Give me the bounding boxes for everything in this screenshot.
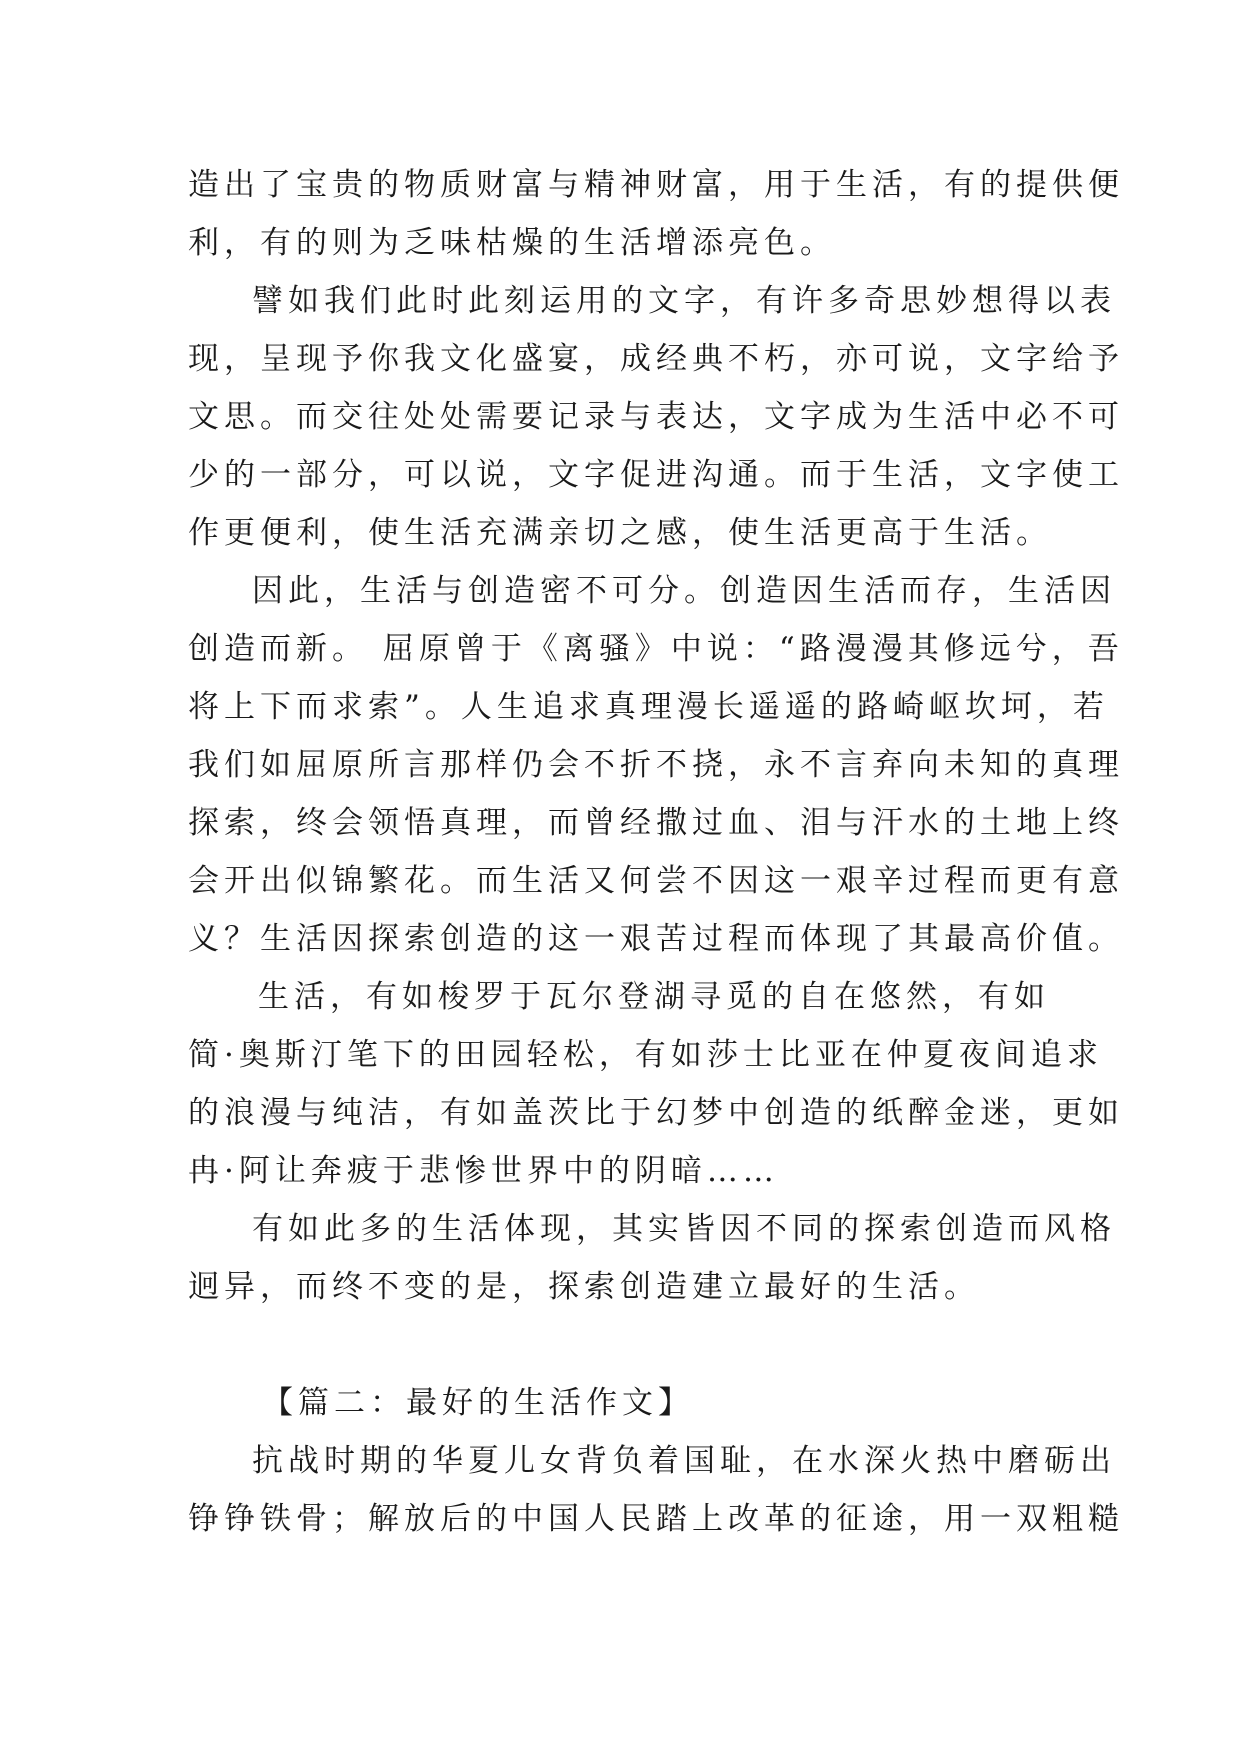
text-line: 利，有的则为乏味枯燥的生活增添亮色。 (188, 225, 836, 261)
text-line: 冉·阿让奔疲于悲惨世界中的阴暗…… (188, 1153, 779, 1189)
text-line: 简·奥斯汀笔下的田园轻松，有如莎士比亚在仲夏夜间追求 (188, 1037, 1103, 1073)
paragraph-start: 生活，有如梭罗于瓦尔登湖寻觅的自在悠然，有如 (258, 979, 1050, 1015)
text-line: 现，呈现予你我文化盛宴，成经典不朽，亦可说，文字给予 (188, 341, 1124, 377)
paragraph-start: 因此，生活与创造密不可分。创造因生活而存，生活因 (252, 573, 1116, 609)
text-line: 会开出似锦繁花。而生活又何尝不因这一艰辛过程而更有意 (188, 863, 1124, 899)
text-line: 义？生活因探索创造的这一艰苦过程而体现了其最高价值。 (188, 921, 1124, 957)
text-line: 作更便利，使生活充满亲切之感，使生活更高于生活。 (188, 515, 1052, 551)
text-line: 创造而新。 屈原曾于《离骚》中说：“路漫漫其修远兮，吾 (188, 631, 1124, 667)
text-line: 我们如屈原所言那样仍会不折不挠，永不言弃向未知的真理 (188, 747, 1124, 783)
text-line: 迥异，而终不变的是，探索创造建立最好的生活。 (188, 1269, 980, 1305)
paragraph-gap (188, 1316, 1056, 1374)
text-line: 文思。而交往处处需要记录与表达，文字成为生活中必不可 (188, 399, 1124, 435)
document-body (188, 156, 1124, 1548)
text-line: 造出了宝贵的物质财富与精神财富，用于生活，有的提供便 (188, 167, 1124, 203)
paragraph-start: 抗战时期的华夏儿女背负着国耻，在水深火热中磨砺出 (252, 1443, 1116, 1479)
text-line: 探索，终会领悟真理，而曾经撒过血、泪与汗水的土地上终 (188, 805, 1124, 841)
section-heading: 【篇二：最好的生活作文】 (262, 1385, 694, 1421)
paragraph-start: 譬如我们此时此刻运用的文字，有许多奇思妙想得以表 (252, 283, 1116, 319)
text-line: 将上下而求索”。人生追求真理漫长遥遥的路崎岖坎坷，若 (188, 689, 1109, 725)
text-line: 少的一部分，可以说，文字促进沟通。而于生活，文字使工 (188, 457, 1124, 493)
text-line: 的浪漫与纯洁，有如盖茨比于幻梦中创造的纸醉金迷，更如 (188, 1095, 1124, 1131)
paragraph-start: 有如此多的生活体现，其实皆因不同的探索创造而风格 (252, 1211, 1116, 1247)
text-line: 铮铮铁骨；解放后的中国人民踏上改革的征途，用一双粗糙 (188, 1501, 1124, 1537)
